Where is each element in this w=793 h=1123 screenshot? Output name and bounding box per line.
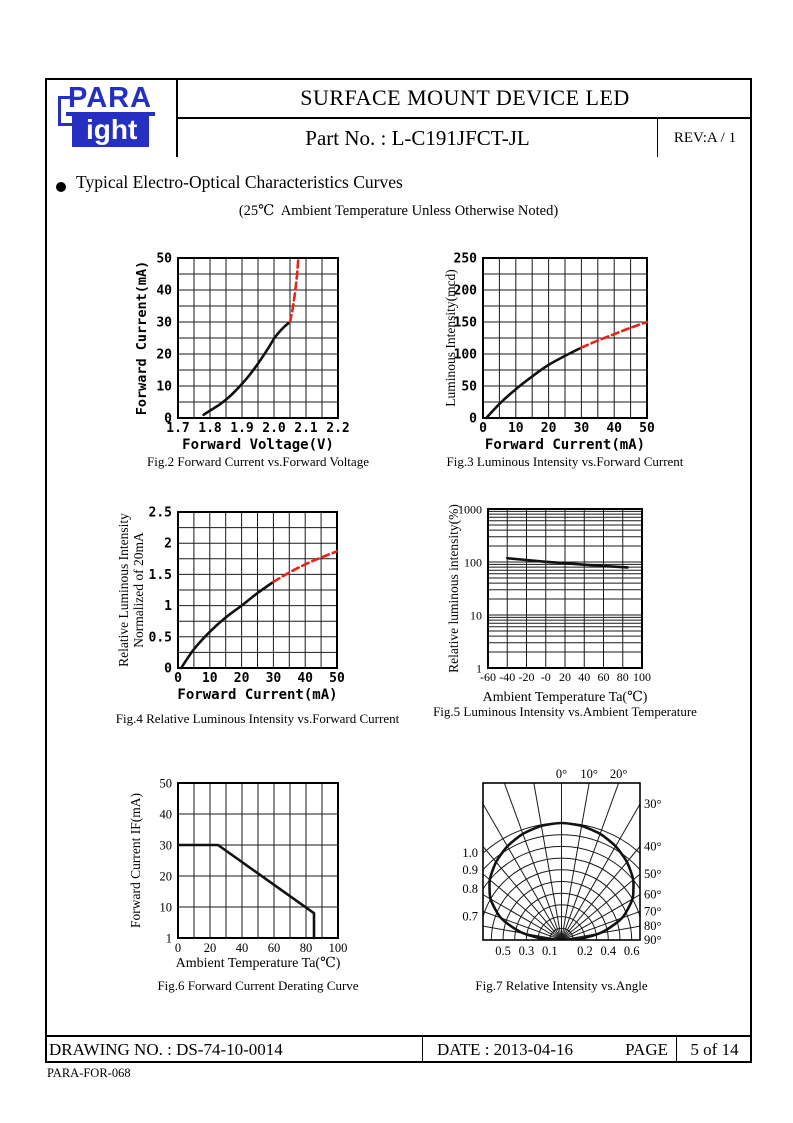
svg-text:20: 20 [159,869,172,884]
svg-text:-20: -20 [518,670,535,684]
title-block-footer [45,1035,752,1063]
svg-text:0.6: 0.6 [623,944,640,958]
svg-text:50: 50 [156,251,172,267]
svg-text:0.7: 0.7 [462,909,478,924]
svg-text:10: 10 [156,379,172,395]
svg-text:0°: 0° [555,767,568,781]
section-title: Typical Electro-Optical Characteristics Curves [76,172,403,192]
fig3-luminous-intensity-vs-forward-current-chart [420,245,720,485]
svg-text:20: 20 [540,421,557,436]
svg-text:Fig.6 Forward Current Derating: Fig.6 Forward Current Derating Curve [157,978,359,993]
svg-text:10: 10 [470,608,482,623]
svg-text:0: 0 [164,661,172,677]
svg-text:0.2: 0.2 [577,944,593,958]
svg-text:-60: -60 [480,670,496,684]
svg-text:0: 0 [174,671,182,686]
svg-text:Fig.2 Forward Current vs.Forwa: Fig.2 Forward Current vs.Forward Voltage [147,454,369,469]
part-number: Part No. : L-C191JFCT-JL [305,125,530,150]
svg-text:Forward Voltage(V): Forward Voltage(V) [182,437,334,453]
svg-text:50: 50 [639,421,655,436]
svg-text:Fig.4 Relative Luminous Intens: Fig.4 Relative Luminous Intensity vs.Forward Current [115,711,400,726]
svg-text:80: 80 [299,941,313,955]
svg-text:-40: -40 [499,670,516,684]
svg-text:40: 40 [578,670,591,684]
svg-text:Luminous Intensity(mcd): Luminous Intensity(mcd) [443,269,458,407]
svg-text:0.1: 0.1 [541,944,558,958]
svg-text:30: 30 [159,838,172,853]
svg-text:1: 1 [165,931,172,946]
svg-text:1000: 1000 [458,502,482,517]
fig4-relative-luminous-intensity-vs-forward-current-chart [105,495,400,747]
svg-text:30: 30 [156,315,172,331]
svg-text:50: 50 [461,379,477,395]
page-value: 5 of 14 [690,1040,739,1059]
svg-text:-0: -0 [540,670,551,684]
svg-text:2.2: 2.2 [326,421,350,436]
svg-text:0.5: 0.5 [495,944,511,958]
svg-text:30: 30 [573,421,590,436]
svg-text:Forward Current(mA): Forward Current(mA) [177,687,338,703]
form-number: PARA-FOR-068 [47,1066,131,1080]
svg-text:Relative Luminous Intensity: Relative Luminous Intensity [116,513,131,667]
svg-text:20: 20 [156,347,172,363]
svg-text:50: 50 [159,776,172,791]
brand-logo-top: PARA [66,84,155,116]
svg-text:30°: 30° [644,797,662,812]
svg-text:20: 20 [203,941,217,955]
svg-text:50°: 50° [644,867,662,882]
svg-text:Relative luminous intensity(%): Relative luminous intensity(%) [446,504,461,673]
svg-text:250: 250 [453,251,477,267]
svg-text:150: 150 [453,315,477,331]
fig6-forward-current-derating-curve-chart [105,765,400,1005]
svg-text:80°: 80° [644,919,662,934]
svg-text:2.5: 2.5 [148,505,172,521]
date-page-cell [423,1037,677,1063]
svg-text:50: 50 [329,671,345,686]
svg-text:0: 0 [174,941,182,955]
fig7-relative-intensity-vs-angle-polar-chart [420,755,740,1005]
svg-text:100: 100 [464,555,482,570]
svg-text:1.0: 1.0 [462,846,478,861]
svg-text:0: 0 [469,411,477,427]
svg-text:0.9: 0.9 [462,862,478,877]
date: DATE : 2013-04-16 [437,1040,573,1059]
svg-text:Fig.5 Luminous Intensity vs.Am: Fig.5 Luminous Intensity vs.Ambient Temperature [433,704,697,719]
svg-text:10°: 10° [580,767,598,781]
svg-text:20: 20 [233,671,250,686]
svg-text:10: 10 [159,900,172,915]
svg-text:0: 0 [164,411,172,427]
svg-text:70°: 70° [644,904,662,919]
svg-text:Ambient Temperature Ta(℃): Ambient Temperature Ta(℃) [175,956,341,971]
svg-text:Forward Current IF(mA): Forward Current IF(mA) [128,793,143,928]
svg-text:0.8: 0.8 [462,882,478,897]
svg-text:1.8: 1.8 [198,421,222,436]
svg-text:60°: 60° [644,887,662,902]
fig2-forward-current-vs-forward-voltage-chart [110,245,395,485]
brand-logo [58,84,170,150]
svg-text:200: 200 [453,283,477,299]
svg-text:80: 80 [616,670,629,684]
document-title: SURFACE MOUNT DEVICE LED [178,78,752,119]
svg-text:100: 100 [633,670,651,684]
svg-text:60: 60 [597,670,610,684]
svg-text:Forward Current(mA): Forward Current(mA) [484,437,646,453]
svg-text:0.3: 0.3 [518,944,535,958]
fig5-luminous-intensity-vs-ambient-temperature-chart [420,495,725,735]
svg-text:1: 1 [476,661,482,676]
svg-text:1: 1 [164,599,172,615]
svg-text:40: 40 [297,671,314,686]
svg-text:2.1: 2.1 [294,421,318,436]
svg-text:20°: 20° [609,767,628,781]
page-label: PAGE [625,1040,668,1059]
svg-text:Fig.3 Luminous Intensity vs.Fo: Fig.3 Luminous Intensity vs.Forward Current [446,454,684,469]
svg-text:1.5: 1.5 [148,567,172,583]
svg-text:2: 2 [164,536,172,552]
svg-text:Forward Current(mA): Forward Current(mA) [134,260,150,416]
svg-text:2.0: 2.0 [262,421,286,436]
svg-text:40°: 40° [644,839,662,854]
svg-text:40: 40 [156,283,172,299]
svg-text:10: 10 [507,421,524,436]
svg-text:10: 10 [201,671,218,686]
svg-text:Fig.7 Relative Intensity vs.An: Fig.7 Relative Intensity vs.Angle [475,978,648,993]
drawing-number: DRAWING NO. : DS-74-10-0014 [45,1037,423,1063]
revision: REV:A / 1 [657,119,752,157]
svg-text:20: 20 [559,670,571,684]
svg-text:100: 100 [328,941,348,955]
svg-text:0.5: 0.5 [148,630,172,646]
svg-text:1.9: 1.9 [230,421,254,436]
svg-text:100: 100 [453,347,477,363]
svg-text:0: 0 [479,421,487,436]
svg-text:40: 40 [235,941,249,955]
svg-text:0.4: 0.4 [600,944,617,958]
header-subrow [178,119,752,157]
svg-text:40: 40 [606,421,623,436]
svg-text:40: 40 [159,807,172,822]
svg-text:30: 30 [265,671,282,686]
svg-text:90°: 90° [644,933,662,947]
brand-logo-bottom: ight [72,115,149,147]
section-note: (25℃ Ambient Temperature Unless Otherwise Noted) [238,203,559,219]
svg-text:Ambient Temperature Ta(℃): Ambient Temperature Ta(℃) [482,690,648,705]
bullet-icon [56,182,66,192]
svg-text:60: 60 [267,941,281,955]
svg-text:Normalized of 20mA: Normalized of 20mA [131,532,146,648]
svg-text:1.7: 1.7 [166,421,190,436]
